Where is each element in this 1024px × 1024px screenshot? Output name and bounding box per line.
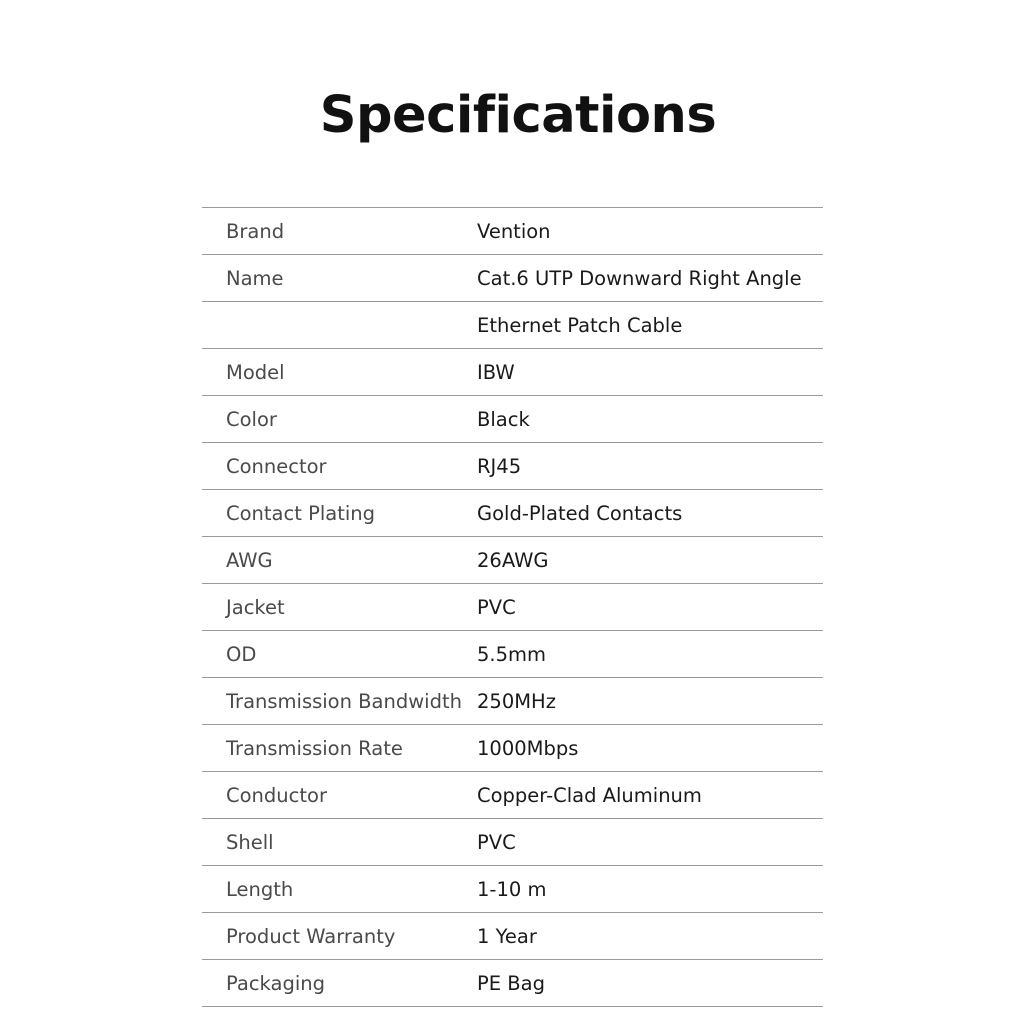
spec-value: 5.5mm [477, 643, 547, 666]
spec-label: Shell [226, 831, 274, 854]
spec-row-transmission-rate [202, 725, 823, 772]
spec-row-contact-plating [202, 490, 823, 537]
spec-label: Name [226, 267, 284, 290]
spec-value: PVC [477, 831, 516, 854]
spec-row-length [202, 866, 823, 913]
spec-label: Product Warranty [226, 925, 396, 948]
spec-label: Model [226, 361, 285, 384]
spec-table [202, 207, 823, 1007]
spec-value: Copper-Clad Aluminum [477, 784, 702, 807]
spec-value: Cat.6 UTP Downward Right Angle [477, 267, 802, 290]
spec-row-conductor [202, 772, 823, 819]
spec-label: Transmission Rate [226, 737, 403, 760]
page-title: Specifications [319, 86, 717, 145]
spec-label: Jacket [226, 596, 285, 619]
spec-value: Black [477, 408, 530, 431]
spec-value: 1-10 m [477, 878, 547, 901]
spec-value: IBW [477, 361, 515, 384]
spec-value: RJ45 [477, 455, 522, 478]
spec-row-shell [202, 819, 823, 866]
spec-value: PVC [477, 596, 516, 619]
spec-row-packaging [202, 960, 823, 1007]
spec-label: OD [226, 643, 257, 666]
spec-value: PE Bag [477, 972, 545, 995]
spec-row-jacket [202, 584, 823, 631]
spec-label: Transmission Bandwidth [226, 690, 462, 713]
spec-value: Ethernet Patch Cable [477, 314, 683, 337]
spec-row-od [202, 631, 823, 678]
spec-row-product-warranty [202, 913, 823, 960]
spec-row-transmission-bandwidth [202, 678, 823, 725]
spec-label: Conductor [226, 784, 327, 807]
spec-value: 250MHz [477, 690, 556, 713]
spec-value: Gold-Plated Contacts [477, 502, 683, 525]
spec-value: 1000Mbps [477, 737, 579, 760]
spec-label: Brand [226, 220, 285, 243]
spec-row-model [202, 349, 823, 396]
spec-value: 26AWG [477, 549, 549, 572]
spec-row-awg [202, 537, 823, 584]
spec-row-name-continued [202, 302, 823, 349]
spec-label: Connector [226, 455, 327, 478]
spec-value: Vention [477, 220, 551, 243]
spec-label: AWG [226, 549, 273, 572]
spec-label: Length [226, 878, 294, 901]
spec-row-brand [202, 208, 823, 255]
spec-value: 1 Year [477, 925, 537, 948]
spec-row-name [202, 255, 823, 302]
spec-row-connector [202, 443, 823, 490]
spec-label: Contact Plating [226, 502, 375, 525]
spec-label: Color [226, 408, 277, 431]
spec-label: Packaging [226, 972, 325, 995]
spec-row-color [202, 396, 823, 443]
